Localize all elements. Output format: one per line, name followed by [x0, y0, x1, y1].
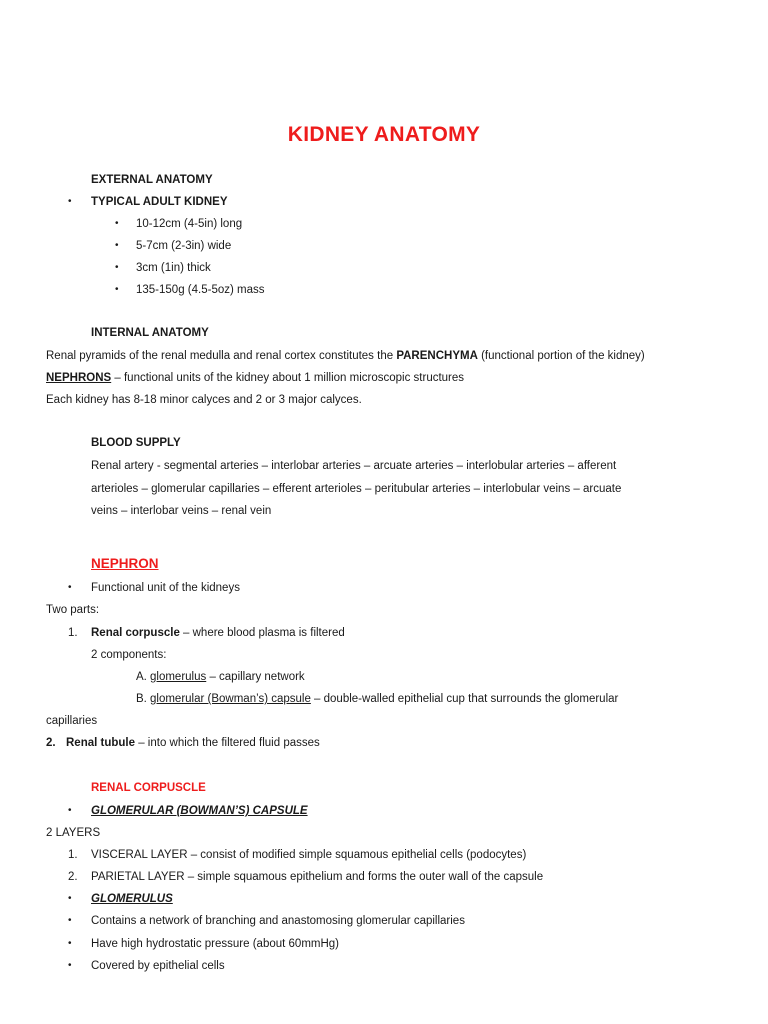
bullet-icon: • [68, 582, 72, 593]
list-number: 2. [68, 871, 78, 883]
renal-corpuscle-term: Renal corpuscle [91, 627, 180, 639]
renal-corpuscle-heading: RENAL CORPUSCLE [91, 782, 206, 794]
calyces-paragraph: Each kidney has 8-18 minor calyces and 2 or 3 major calyces. [46, 394, 362, 406]
bullet-icon: • [68, 960, 72, 971]
bullet-icon: • [68, 805, 72, 816]
list-item: VISCERAL LAYER – consist of modified simple squamous epithelial cells (podocytes) [91, 849, 527, 861]
bullet-icon: • [115, 284, 119, 295]
capsule-item [150, 692, 618, 706]
renal-corpuscle-item [91, 626, 345, 640]
bullet-icon: • [115, 262, 119, 273]
list-number: 2. [46, 737, 56, 749]
list-item: 10-12cm (4-5in) long [136, 218, 243, 230]
blood-supply-line: Renal artery - segmental arteries – interlobar arteries – arcuate arteries – interlobular arteries – afferent [91, 460, 617, 472]
list-item: PARIETAL LAYER – simple squamous epithelium and forms the outer wall of the capsule [91, 871, 544, 883]
external-anatomy-heading: EXTERNAL ANATOMY [91, 174, 213, 186]
renal-tubule-term: Renal tubule [66, 737, 136, 749]
glomerulus-item [150, 670, 305, 684]
capsule-subheading: GLOMERULAR (BOWMAN’S) CAPSULE [91, 805, 308, 817]
bullet-icon: • [115, 240, 119, 251]
list-item: Contains a network of branching and anastomosing glomerular capillaries [91, 915, 465, 927]
parenchyma-term: PARENCHYMA [396, 350, 478, 362]
parenchyma-paragraph [46, 349, 645, 363]
text-span: – where blood plasma is filtered [179, 627, 345, 639]
blood-supply-line: arterioles – glomerular capillaries – efferent arterioles – peritubular arteries – interlobular veins – arcuate [91, 483, 622, 495]
list-item: Have high hydrostatic pressure (about 60mmHg) [91, 938, 340, 950]
text-span: – capillary network [206, 671, 305, 683]
page-title: KIDNEY ANATOMY [287, 123, 481, 146]
glomerulus-subheading: GLOMERULUS [91, 893, 173, 905]
list-item: 3cm (1in) thick [136, 262, 211, 274]
internal-anatomy-heading: INTERNAL ANATOMY [91, 327, 209, 339]
list-item: 135-150g (4.5-5oz) mass [136, 284, 265, 296]
capsule-term: glomerular (Bowman’s) capsule [150, 693, 311, 705]
components-label: 2 components: [91, 649, 167, 661]
typical-adult-kidney-heading: TYPICAL ADULT KIDNEY [91, 196, 228, 208]
capsule-item-continued: capillaries [46, 715, 98, 727]
text-span: (functional portion of the kidney) [477, 350, 645, 362]
nephrons-paragraph [46, 371, 464, 385]
list-item: 5-7cm (2-3in) wide [136, 240, 232, 252]
text-span: – double-walled epithelial cup that surrounds the glomerular [310, 693, 619, 705]
text-span: – functional units of the kidney about 1 million microscopic structures [111, 372, 465, 384]
bullet-icon: • [115, 218, 119, 229]
glomerulus-term: glomerulus [150, 671, 207, 683]
blood-supply-line: veins – interlobar veins – renal vein [91, 505, 272, 517]
blood-supply-heading: BLOOD SUPPLY [91, 437, 181, 449]
list-item: Covered by epithelial cells [91, 960, 225, 972]
list-number: 1. [68, 849, 78, 861]
renal-tubule-item [66, 736, 320, 750]
bullet-icon: • [68, 938, 72, 949]
bullet-icon: • [68, 196, 72, 207]
layers-label: 2 LAYERS [46, 827, 101, 839]
bullet-icon: • [68, 915, 72, 926]
nephrons-term: NEPHRONS [46, 372, 112, 384]
two-parts-label: Two parts: [46, 604, 100, 616]
list-item: Functional unit of the kidneys [91, 582, 240, 594]
text-span: – into which the filtered fluid passes [135, 737, 320, 749]
nephron-heading: NEPHRON [91, 556, 159, 571]
list-letter: A. [136, 671, 147, 683]
text-span: Renal pyramids of the renal medulla and renal cortex constitutes the [46, 350, 397, 362]
list-letter: B. [136, 693, 147, 705]
bullet-icon: • [68, 893, 72, 904]
list-number: 1. [68, 627, 78, 639]
